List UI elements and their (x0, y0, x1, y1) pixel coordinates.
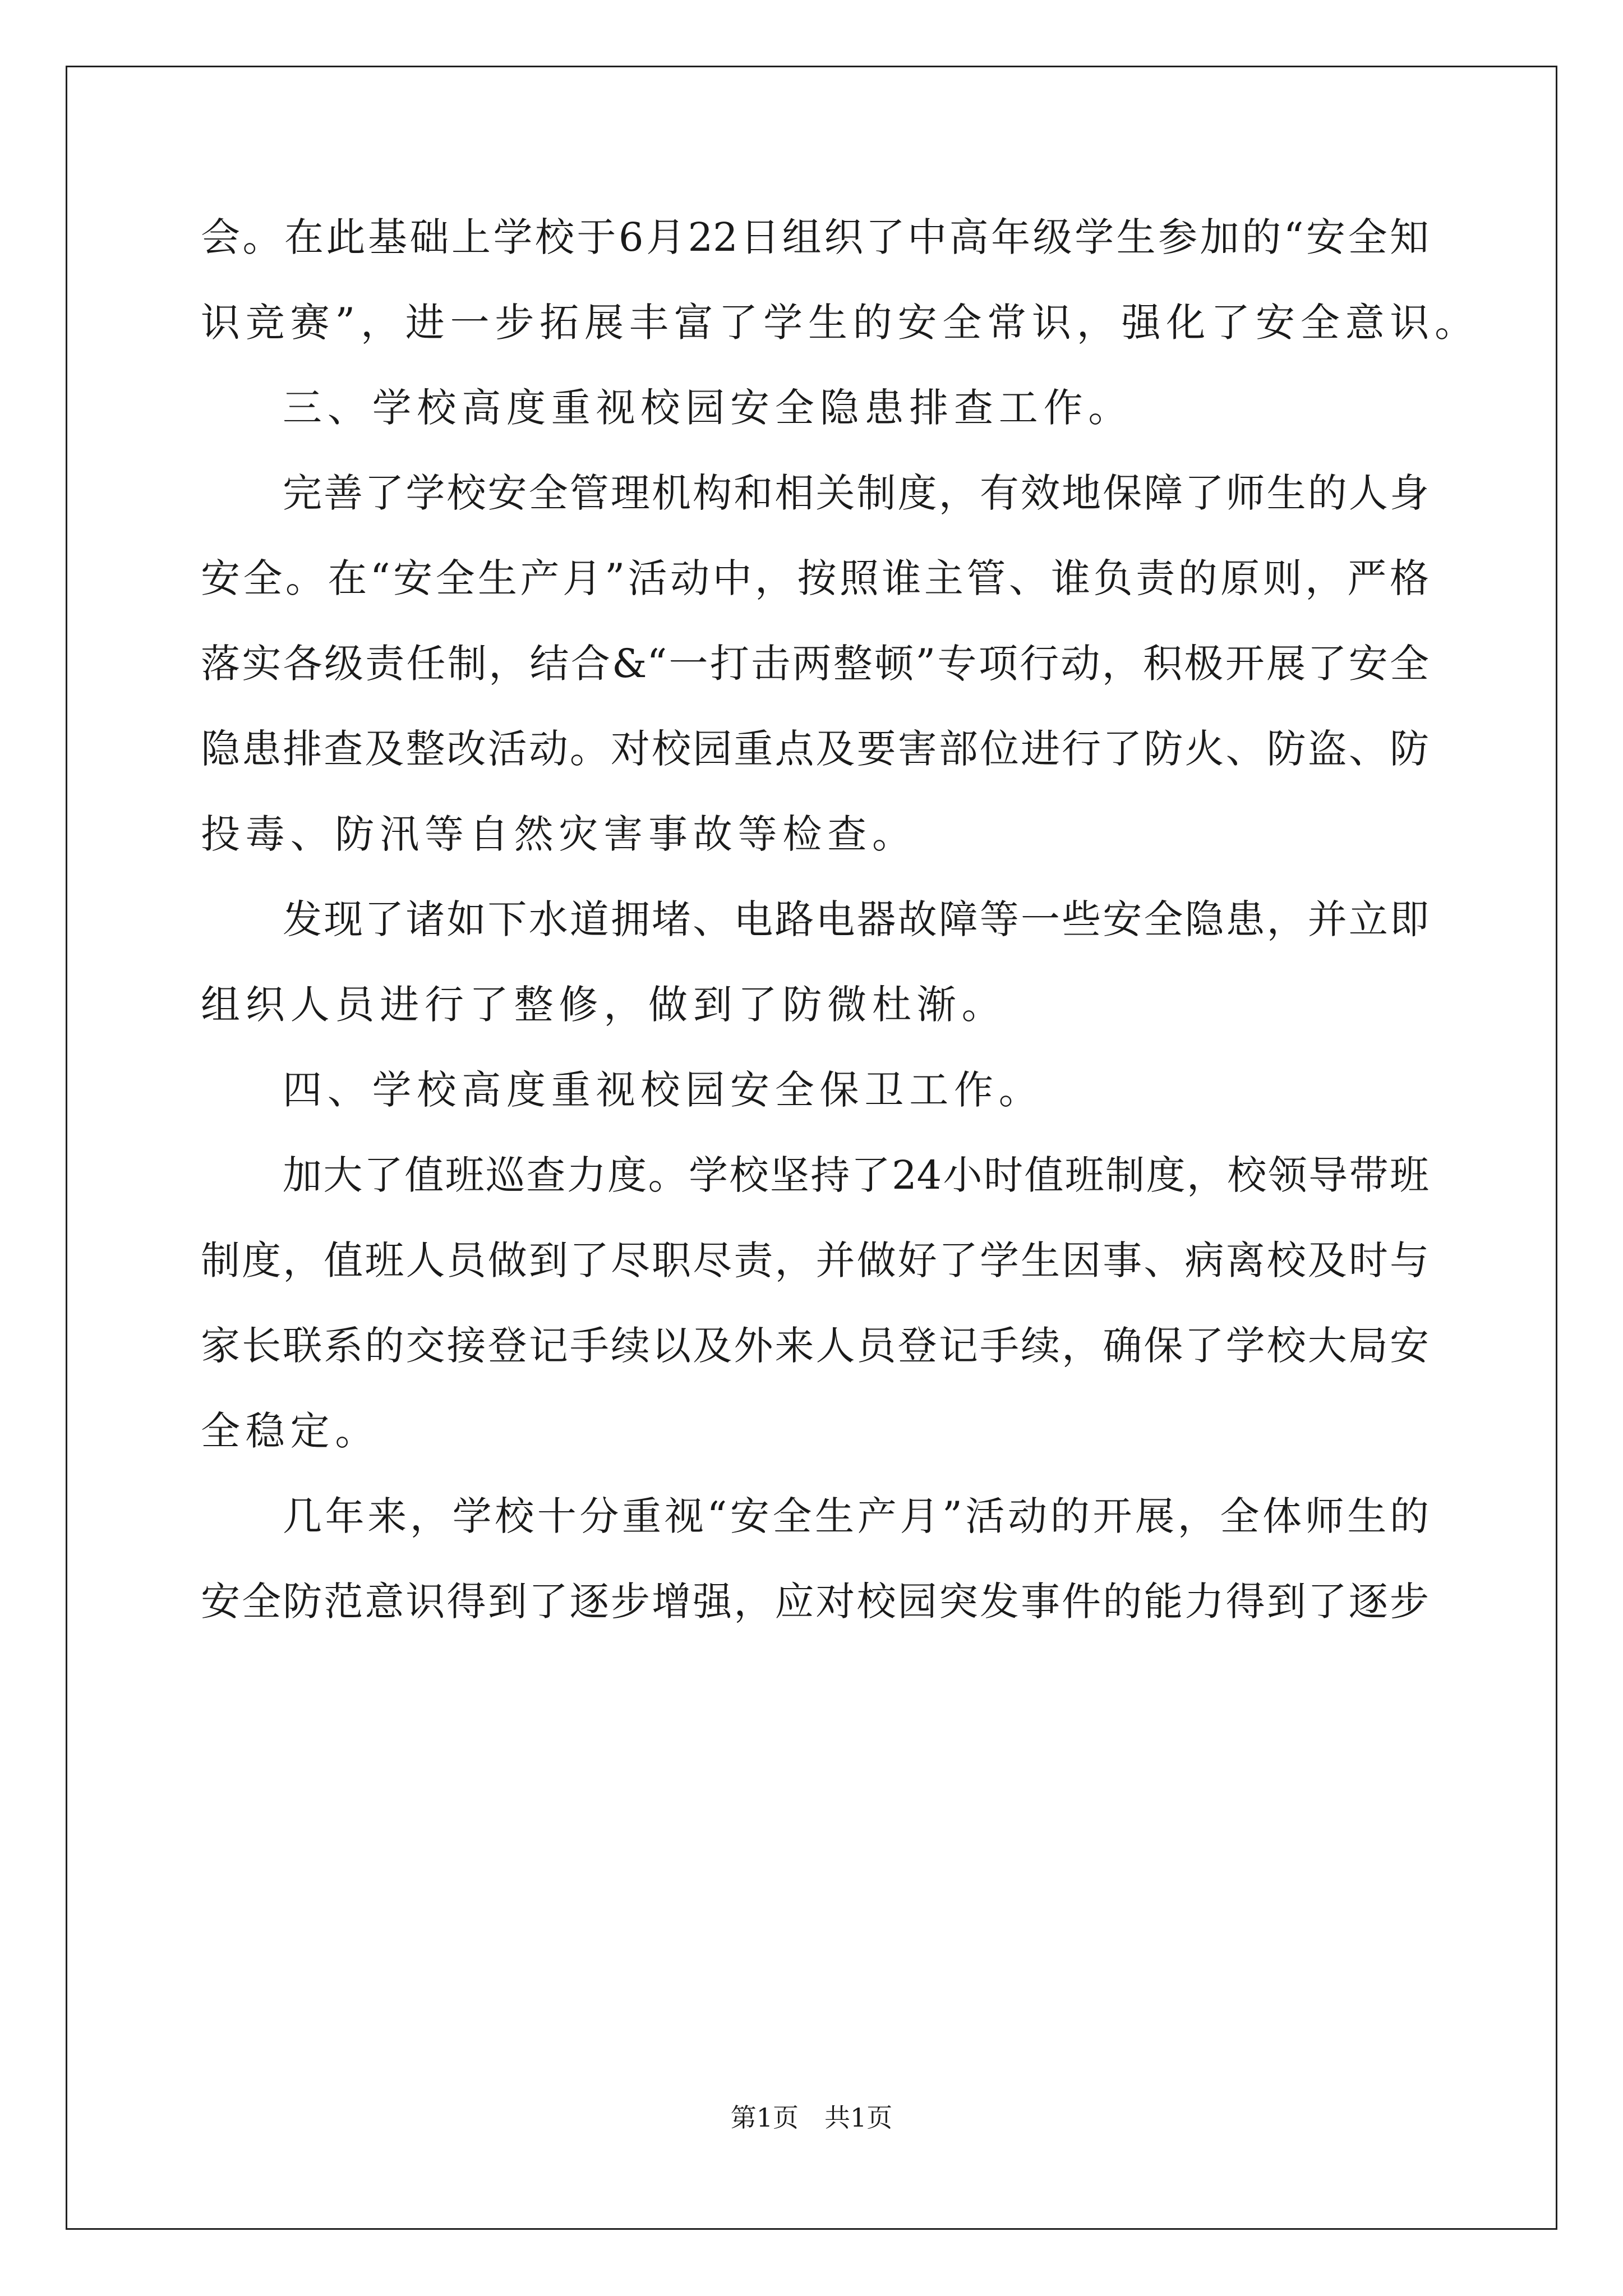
text-line: 完善了学校安全管理机构和相关制度，有效地保障了师生的人身 (283, 470, 1429, 516)
text-line: 识竞赛”，进一步拓展丰富了学生的安全常识，强化了安全意识。 (201, 300, 1479, 346)
text-line: 安全防范意识得到了逐步增强，应对校园突发事件的能力得到了逐步 (201, 1579, 1429, 1625)
text-line: 加大了值班巡查力度。学校坚持了24小时值班制度，校领导带班 (283, 1152, 1429, 1198)
text-line: 家长联系的交接登记手续以及外来人员登记手续，确保了学校大局安 (201, 1323, 1429, 1369)
text-line: 投毒、防汛等自然灾害事故等检查。 (201, 811, 917, 857)
text-line: 几年来，学校十分重视“安全生产月”活动的开展，全体师生的 (283, 1493, 1429, 1539)
text-line: 会。在此基础上学校于6月22日组织了中高年级学生参加的“安全知 (201, 214, 1429, 260)
text-line: 组织人员进行了整修，做到了防微杜渐。 (201, 982, 1007, 1028)
text-line: 三、学校高度重视校园安全隐患排查工作。 (283, 385, 1133, 431)
document-body (201, 214, 1479, 1665)
page-footer: 第1页 共1页 (730, 2102, 893, 2133)
text-line: 发现了诸如下水道拥堵、电路电器故障等一些安全隐患，并立即 (283, 896, 1429, 942)
text-line: 制度，值班人员做到了尽职尽责，并做好了学生因事、病离校及时与 (201, 1237, 1429, 1283)
text-line: 落实各级责任制，结合&“一打击两整顿”专项行动，积极开展了安全 (201, 641, 1429, 687)
text-line: 全稳定。 (201, 1408, 380, 1454)
text-line: 隐患排查及整改活动。对校园重点及要害部位进行了防火、防盗、防 (201, 726, 1429, 772)
text-line: 安全。在“安全生产月”活动中，按照谁主管、谁负责的原则，严格 (201, 555, 1429, 601)
text-line: 四、学校高度重视校园安全保卫工作。 (283, 1067, 1044, 1113)
